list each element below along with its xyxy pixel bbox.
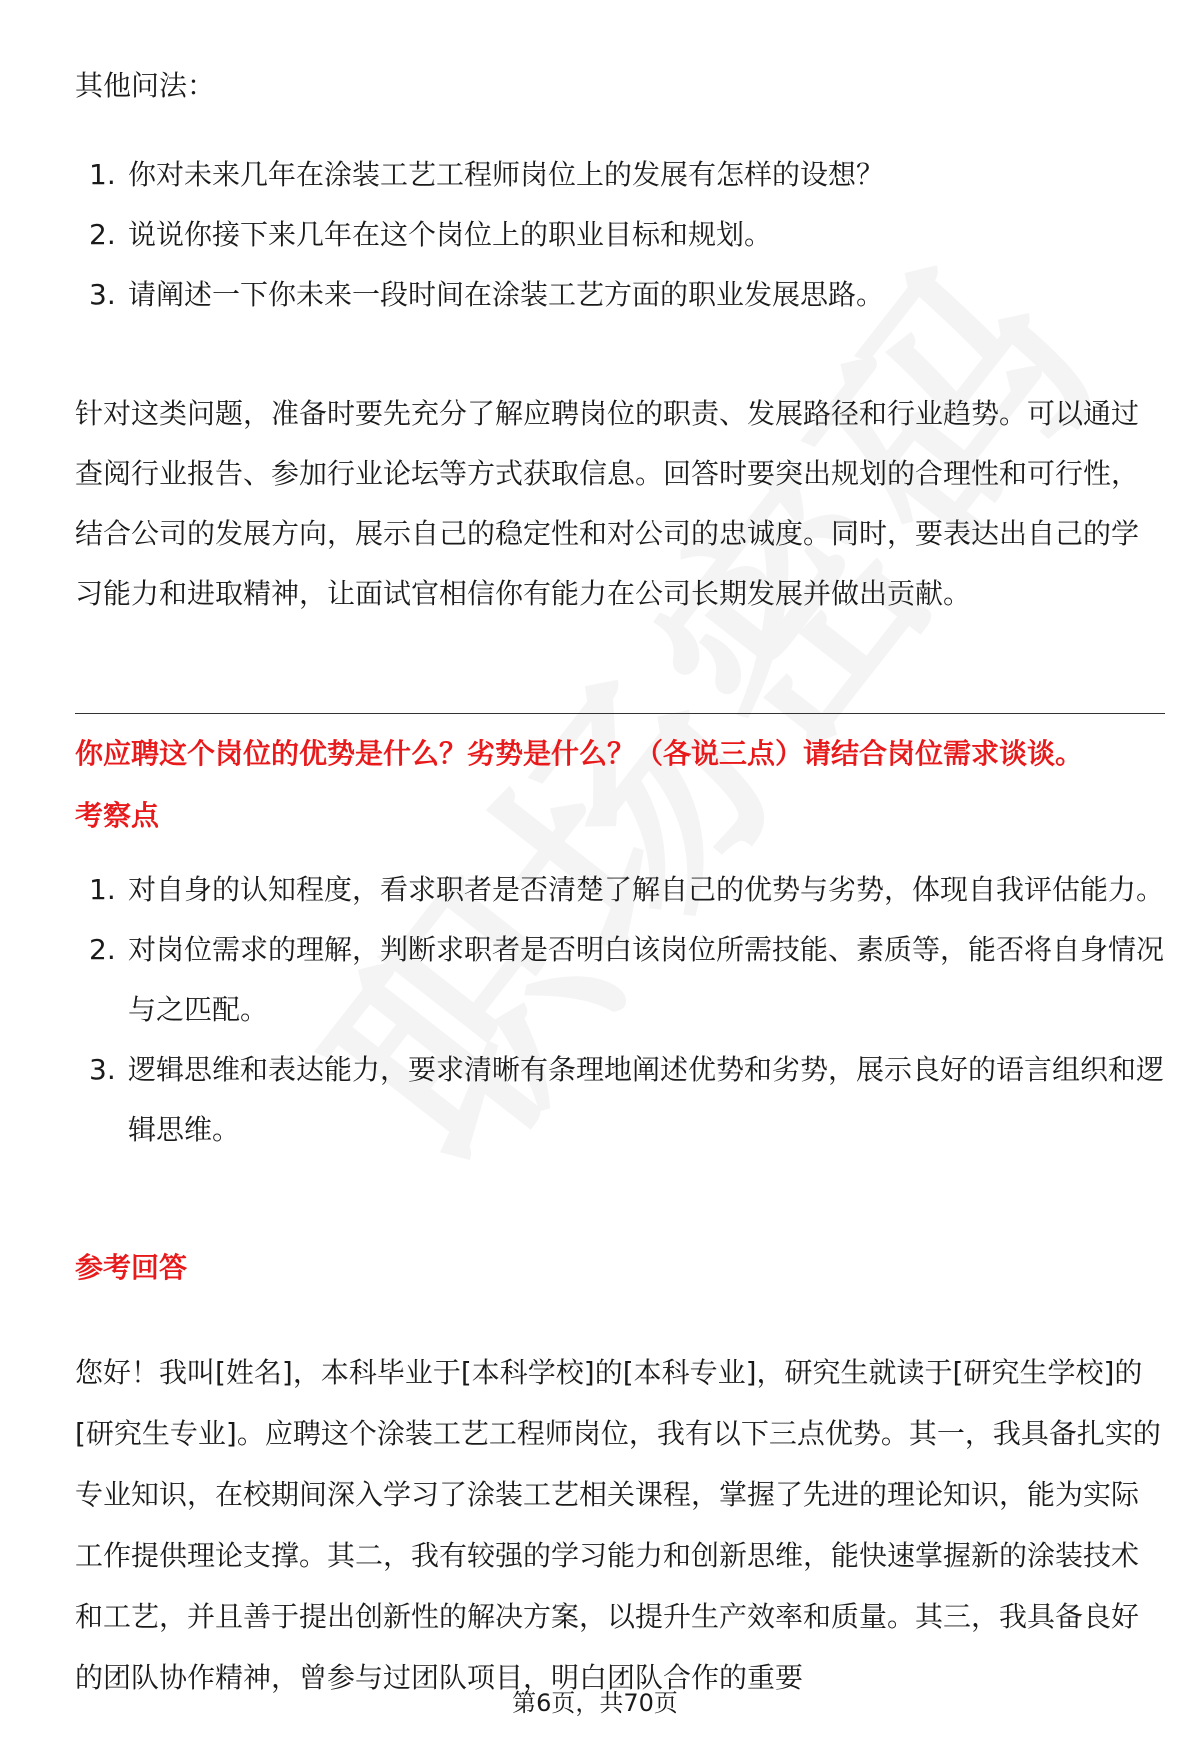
other-questions-list — [75, 145, 1165, 325]
section-divider — [75, 713, 1165, 714]
list-item — [75, 265, 1165, 325]
list-text: 对自身的认知程度，看求职者是否清楚了解自己的优势与劣势，体现自我评估能力。 — [128, 873, 1165, 906]
tips-paragraph: 针对这类问题，准备时要先充分了解应聘岗位的职责、发展路径和行业趋势。可以通过查阅行业报告、参加行业论坛等方式获取信息。回答时要突出规划的合理性和可行性，结合公司的发展方向，展示自己的稳定性和对公司的忠诚度。同时，要表达出自己的学习能力和进取精神，让面试官相信你有能力在公司长期发展并做出贡献。 — [75, 397, 1140, 610]
list-item — [75, 860, 1165, 920]
points-heading: 考察点 — [75, 799, 160, 832]
question-title: 你应聘这个岗位的优势是什么？劣势是什么？（各说三点）请结合岗位需求谈谈。 — [75, 737, 1084, 770]
list-item — [75, 920, 1165, 1040]
page-number: 第6页，共70页 — [512, 1689, 678, 1717]
list-number: 2. — [89, 218, 116, 251]
answer-heading: 参考回答 — [75, 1251, 188, 1284]
answer-paragraph: 您好！我叫[姓名]，本科毕业于[本科学校]的[本科专业]，研究生就读于[研究生学校]的[研究生专业]。应聘这个涂装工艺工程师岗位，我有以下三点优势。其一，我具备扎实的专业知识，在校期间深入学习了涂装工艺相关课程，掌握了先进的理论知识，能为实际工作提供理论支撑。其二，我有较强的学习能力和创新思维，能快速掌握新的涂装技术和工艺，并且善于提出创新性的解决方案，以提升生产效率和质量。其三，我具备良好的团队协作精神，曾参与过团队项目，明白团队合作的重要 — [75, 1356, 1161, 1694]
list-number: 2. — [89, 933, 116, 966]
list-text: 说说你接下来几年在这个岗位上的职业目标和规划。 — [128, 218, 773, 251]
list-number: 3. — [89, 1053, 116, 1086]
list-number: 1. — [89, 873, 116, 906]
points-list — [75, 860, 1165, 1160]
list-item — [75, 1040, 1165, 1160]
intro-label: 其他问法： — [75, 69, 216, 102]
list-number: 3. — [89, 278, 116, 311]
list-item — [75, 205, 1165, 265]
list-text: 请阐述一下你未来一段时间在涂装工艺方面的职业发展思路。 — [128, 278, 885, 311]
list-text: 你对未来几年在涂装工艺工程师岗位上的发展有怎样的设想？ — [128, 158, 885, 191]
list-number: 1. — [89, 158, 116, 191]
list-item — [75, 145, 1165, 205]
list-text: 逻辑思维和表达能力，要求清晰有条理地阐述优势和劣势，展示良好的语言组织和逻辑思维。 — [128, 1053, 1165, 1146]
list-text: 对岗位需求的理解，判断求职者是否明白该岗位所需技能、素质等，能否将自身情况与之匹配。 — [128, 933, 1165, 1026]
